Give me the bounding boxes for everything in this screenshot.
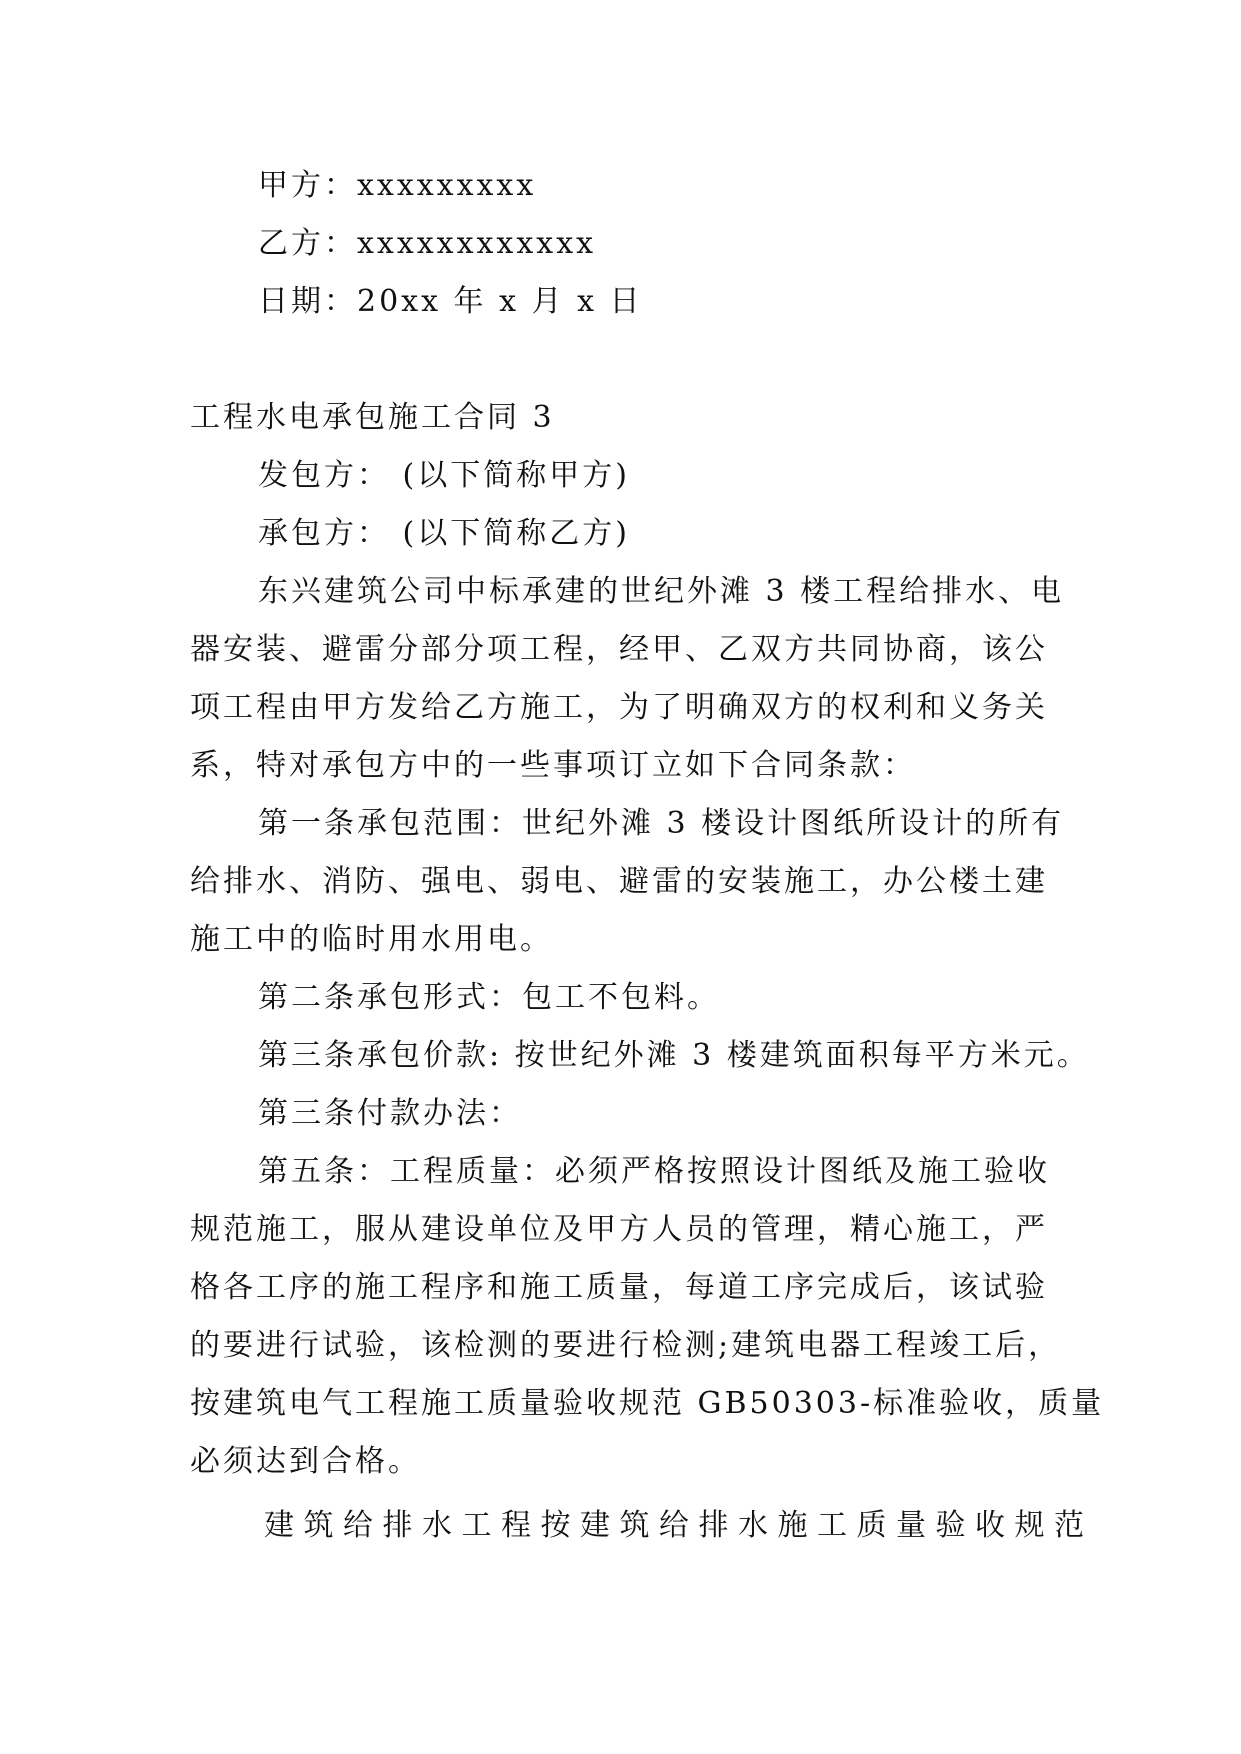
article5-line: 规范施工，服从建设单位及甲方人员的管理，精心施工，严 [190,1212,1048,1247]
article5-line: 格各工序的施工程序和施工质量，每道工序完成后，该试验 [190,1270,1048,1305]
contractor-line: 承包方： (以下简称乙方) [258,516,630,551]
article5-line: 必须达到合格。 [190,1444,421,1479]
article1-line: 给排水、消防、强电、弱电、避雷的安装施工，办公楼土建 [190,864,1048,899]
article5-line: 第五条：工程质量：必须严格按照设计图纸及施工验收 [258,1154,1050,1189]
party-b-line: 乙方：xxxxxxxxxxxx [258,226,597,261]
article2-line: 第二条承包形式：包工不包料。 [258,980,720,1015]
issuer-line: 发包方： (以下简称甲方) [258,458,630,493]
article1-line: 第一条承包范围：世纪外滩 3 楼设计图纸所设计的所有 [258,806,1065,841]
article1-line: 施工中的临时用水用电。 [190,922,553,957]
preamble-line: 器安装、避雷分部分项工程，经甲、乙双方共同协商，该公 [190,632,1048,667]
contract-title: 工程水电承包施工合同 3 [190,400,555,435]
article3b-line: 第三条付款办法： [258,1096,522,1131]
article5-line: 的要进行试验，该检测的要进行检测;建筑电器工程竣工后， [190,1328,1062,1363]
article5-line: 按建筑电气工程施工质量验收规范 GB50303-标准验收，质量 [190,1386,1105,1421]
preamble-line: 东兴建筑公司中标承建的世纪外滩 3 楼工程给排水、电 [258,574,1065,609]
last-line: 建筑给排水工程按建筑给排水施工质量验收规范 [264,1508,1094,1543]
preamble-line: 系，特对承包方中的一些事项订立如下合同条款： [190,748,916,783]
preamble-line: 项工程由甲方发给乙方施工，为了明确双方的权利和义务关 [190,690,1048,725]
party-a-line: 甲方：xxxxxxxxx [258,168,537,203]
date-line: 日期：20xx 年 x 月 x 日 [258,284,643,319]
article3-line: 第三条承包价款: 按世纪外滩 3 楼建筑面积每平方米元。 [258,1038,1090,1073]
